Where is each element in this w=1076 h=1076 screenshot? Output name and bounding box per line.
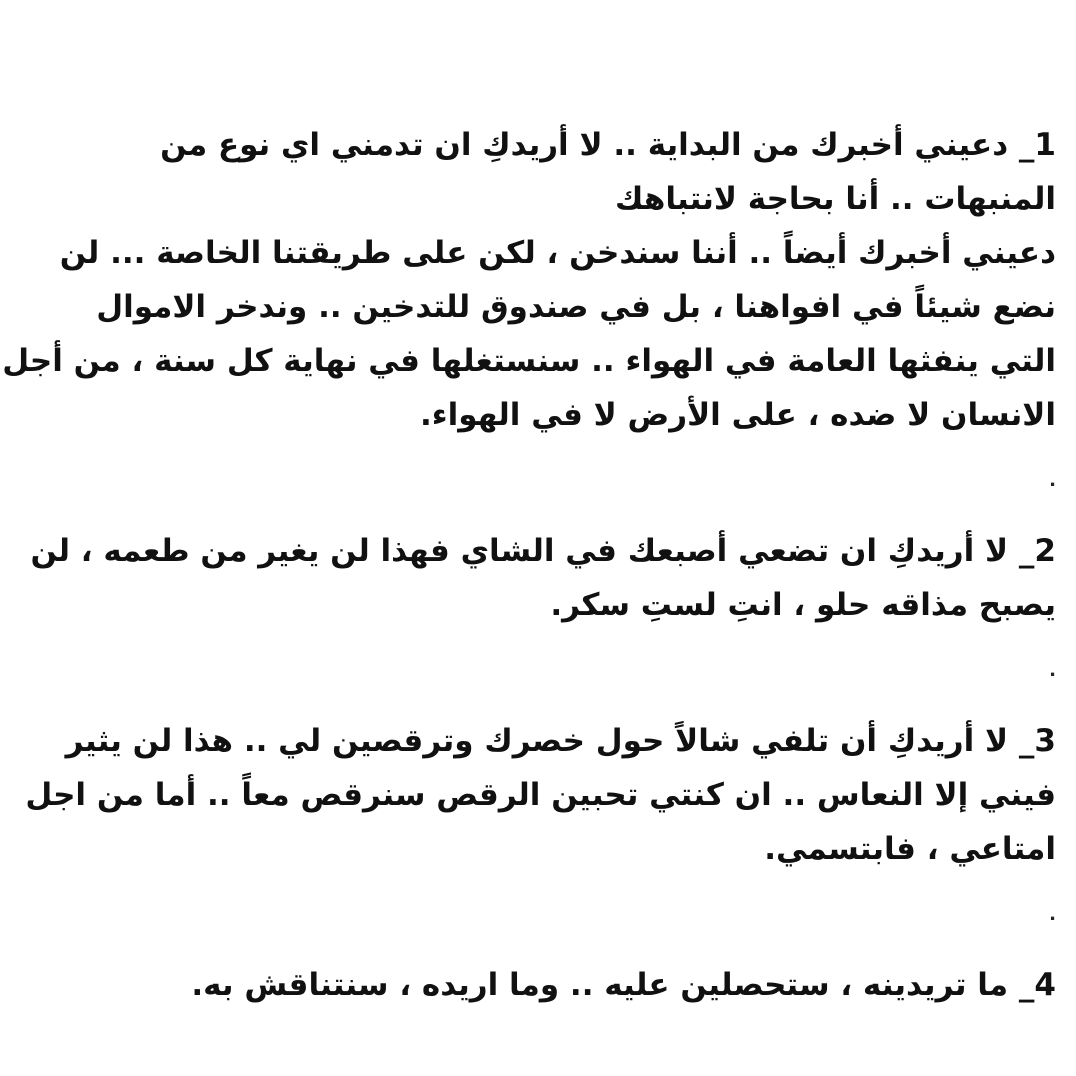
separator-dot: . [1049, 660, 1056, 681]
paragraph-4 [70, 958, 1056, 1012]
paragraph-line: امتاعي ، فابتسمي. [764, 831, 1056, 867]
paragraph-3 [25, 714, 1056, 876]
paragraph-line: 2_ لا أريدكِ ان تضعي أصبعك في الشاي فهذا لن يغير من طعمه ، لن [30, 533, 1056, 569]
separator [70, 442, 1056, 524]
paragraph-line: الانسان لا ضده ، على الأرض لا في الهواء. [420, 397, 1056, 433]
paragraph-line: المنبهات .. أنا بحاجة لانتباهك [614, 181, 1056, 217]
paragraph-2 [30, 524, 1056, 632]
paragraph-1 [2, 118, 1056, 442]
separator-dot: . [1049, 904, 1056, 925]
separator [70, 876, 1056, 958]
paragraph-line: 1_ دعيني أخبرك من البداية .. لا أريدكِ ان تدمني اي نوع من [160, 127, 1056, 163]
paragraph-line: دعيني أخبرك أيضاً .. أننا سندخن ، لكن على طريقتنا الخاصة ... لن [59, 235, 1056, 271]
paragraph-line: 4_ ما تريدينه ، ستحصلين عليه .. وما اريده ، سنتناقش به. [191, 967, 1056, 1003]
paragraph-line: فيني إلا النعاس .. ان كنتي تحبين الرقص سنرقص معاً .. أما من اجل [25, 777, 1056, 813]
paragraph-line: يصبح مذاقه حلو ، انتِ لستِ سكر. [550, 587, 1056, 623]
text-content [2, 118, 1056, 1012]
paragraph-line: نضع شيئاً في افواهنا ، بل في صندوق للتدخين .. وندخر الاموال [96, 289, 1056, 325]
paragraph-line: التي ينفثها العامة في الهواء .. سنستغلها في نهاية كل سنة ، من أجل [2, 343, 1056, 379]
separator [70, 632, 1056, 714]
separator-dot: . [1049, 470, 1056, 491]
paragraph-line: 3_ لا أريدكِ أن تلفي شالاً حول خصرك وترقصين لي .. هذا لن يثير [65, 723, 1056, 759]
